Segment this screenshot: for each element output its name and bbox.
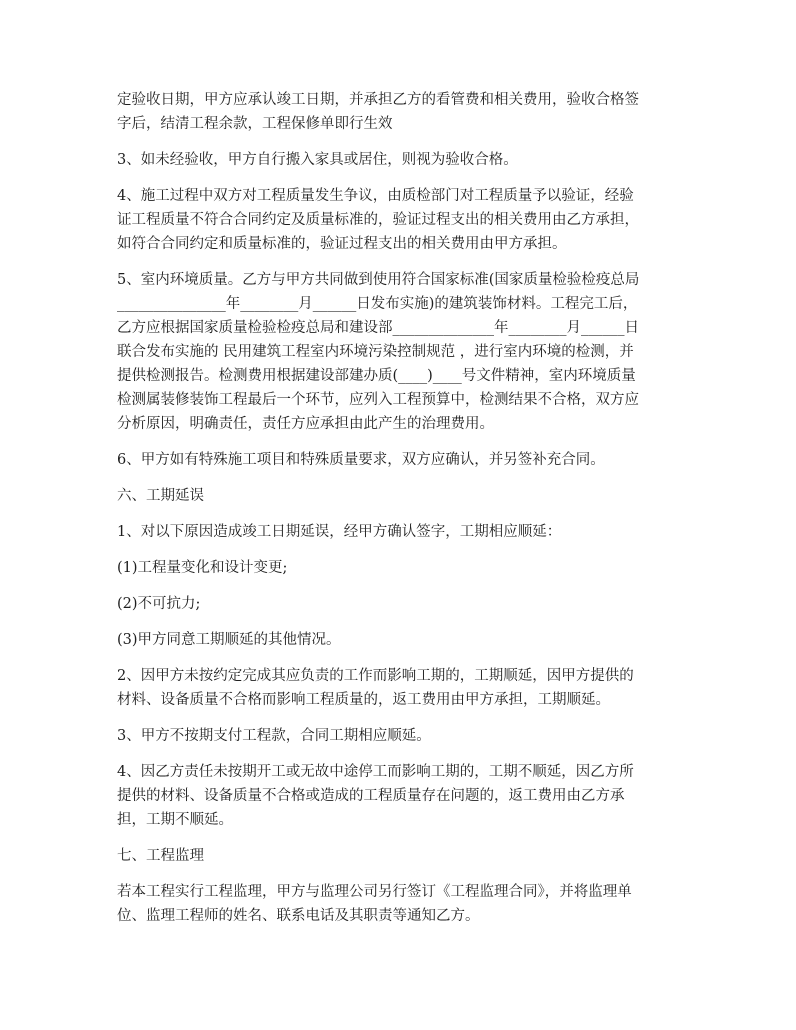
clause-6-3 [117, 724, 687, 748]
section-title: 六、工期延误 [117, 488, 204, 504]
text-line: 3、如未经验收，甲方自行搬入家具或居住，则视为验收合格。 [117, 152, 518, 168]
list-item: (1)工程量变化和设计变更; [117, 560, 288, 576]
text-line: 4、因乙方责任未按期开工或无故中途停工而影响工期的，工期不顺延，因乙方所 [117, 764, 634, 780]
section-heading-supervision [117, 844, 687, 868]
list-item: (2)不可抗力; [117, 596, 201, 612]
text-line: 分析原因，明确责任，责任方应承担由此产生的治理费用。 [117, 416, 494, 432]
clause-5-6 [117, 448, 687, 472]
text-line: 5、室内环境质量。乙方与甲方共同做到使用符合国家标准(国家质量检验检疫总局 [117, 272, 640, 288]
text-line: 检测属装修装饰工程最后一个环节，应列入工程预算中，检测结果不合格，双方应 [117, 392, 639, 408]
text-line: 1、对以下原因造成竣工日期延误，经甲方确认签字，工期相应顺延： [117, 524, 562, 540]
section-title: 七、工程监理 [117, 848, 204, 864]
clause-7-body [117, 880, 687, 928]
clause-6-2 [117, 664, 687, 712]
clause-6-1 [117, 520, 687, 544]
text-line: 材料、设备质量不合格而影响工程质量的，返工费用由甲方承担，工期顺延。 [117, 692, 610, 708]
text-line: 证工程质量不符合合同约定及质量标准的，验证过程支出的相关费用由乙方承担， [117, 212, 639, 228]
clause-5-3 [117, 148, 687, 172]
paragraph-acceptance-date [117, 88, 687, 136]
text-line: 担，工期不顺延。 [117, 812, 233, 828]
text-line: 2、因甲方未按约定完成其应负责的工作而影响工期的，工期顺延，因甲方提供的 [117, 668, 634, 684]
clause-6-4 [117, 760, 687, 832]
text-line: 提供检测报告。检测费用根据建设部建办质(____)____号文件精神，室内环境质量 [117, 368, 636, 384]
text-line: 6、甲方如有特殊施工项目和特殊质量要求，双方应确认，并另签补充合同。 [117, 452, 605, 468]
clause-6-1-item-3 [117, 628, 687, 652]
clause-5-5 [117, 268, 687, 436]
text-line: 3、甲方不按期支付工程款，合同工期相应顺延。 [117, 728, 431, 744]
document-page [117, 88, 687, 940]
clause-6-1-item-2 [117, 592, 687, 616]
list-item: (3)甲方同意工期顺延的其他情况。 [117, 632, 341, 648]
section-heading-delay [117, 484, 687, 508]
text-line: 联合发布实施的 民用建筑工程室内环境污染控制规范 ，进行室内环境的检测，并 [117, 344, 634, 360]
text-line: 如符合合同约定和质量标准的，验证过程支出的相关费用由甲方承担。 [117, 236, 567, 252]
text-line: 若本工程实行工程监理，甲方与监理公司另行签订《工程监理合同》，并将监理单 [117, 884, 632, 900]
text-line: 乙方应根据国家质量检验检疫总局和建设部______________年________月______日 [117, 320, 639, 336]
clause-6-1-item-1 [117, 556, 687, 580]
clause-5-4 [117, 184, 687, 256]
text-line: _______________年________月______日发布实施)的建筑装饰材料。工程完工后， [117, 296, 638, 312]
text-line: 提供的材料、设备质量不合格或造成的工程质量存在问题的，返工费用由乙方承 [117, 788, 625, 804]
text-line: 位、监理工程师的姓名、联系电话及其职责等通知乙方。 [117, 908, 480, 924]
text-line: 定验收日期，甲方应承认竣工日期，并承担乙方的看管费和相关费用，验收合格签 [117, 92, 639, 108]
text-line: 4、施工过程中双方对工程质量发生争议，由质检部门对工程质量予以验证，经验 [117, 188, 634, 204]
text-line: 字后，结清工程余款，工程保修单即行生效 [117, 116, 393, 132]
